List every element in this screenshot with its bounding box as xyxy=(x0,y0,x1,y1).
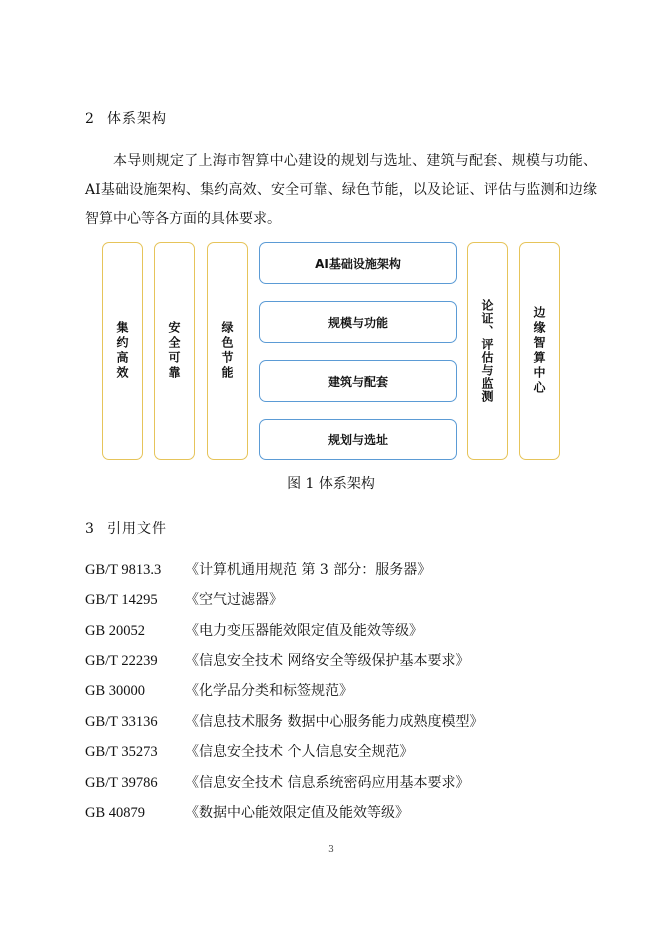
box-evaluation-monitoring xyxy=(467,242,508,460)
reference-code: GB/T 14295 xyxy=(85,592,158,608)
page-number: 3 xyxy=(328,845,334,855)
section-number: 3 xyxy=(85,521,95,537)
box-label: 绿色节能 xyxy=(220,321,234,381)
reference-title: 《数据中心能效限定值及能效等级》 xyxy=(185,805,409,821)
box-green-energy xyxy=(207,242,248,460)
reference-title: 《信息安全技术 个人信息安全规范》 xyxy=(185,744,414,760)
section-title: 体系架构 xyxy=(107,111,167,127)
box-label: AI基础设施架构 xyxy=(315,256,401,271)
reference-code: GB/T 35273 xyxy=(85,744,158,760)
section-2-heading xyxy=(85,108,167,128)
figure-caption: 图 1 体系架构 xyxy=(287,476,375,492)
box-planning-siting xyxy=(259,419,457,460)
reference-code: GB 30000 xyxy=(85,683,146,699)
reference-code: GB 40879 xyxy=(85,805,146,821)
reference-title: 《信息技术服务 数据中心服务能力成熟度模型》 xyxy=(185,714,484,730)
box-label: 规模与功能 xyxy=(327,315,388,330)
box-building-facilities xyxy=(259,360,457,402)
reference-title: 《计算机通用规范 第 3 部分：服务器》 xyxy=(185,562,432,578)
reference-title: 《化学品分类和标签规范》 xyxy=(185,683,353,699)
reference-title: 《空气过滤器》 xyxy=(185,592,283,608)
box-label: 论证、评估与监测 xyxy=(480,299,494,403)
section-3-heading xyxy=(85,518,167,538)
reference-code: GB/T 33136 xyxy=(85,714,158,730)
reference-title: 《电力变压器能效限定值及能效等级》 xyxy=(185,623,423,639)
box-scale-function xyxy=(259,301,457,343)
section-number: 2 xyxy=(85,111,95,127)
box-safe-reliable xyxy=(154,242,195,460)
reference-code: GB/T 22239 xyxy=(85,653,158,669)
reference-code: GB/T 9813.3 xyxy=(85,562,162,578)
box-label: 建筑与配套 xyxy=(327,374,388,389)
box-label: 规划与选址 xyxy=(327,433,388,447)
architecture-diagram xyxy=(102,242,560,460)
box-edge-computing-center xyxy=(519,242,560,460)
section-title: 引用文件 xyxy=(107,521,167,537)
box-label: 安全可靠 xyxy=(167,321,181,381)
box-label: 边缘智算中心 xyxy=(532,306,546,396)
box-label: 集约高效 xyxy=(115,321,129,381)
reference-code: GB 20052 xyxy=(85,623,146,639)
reference-title: 《信息安全技术 网络安全等级保护基本要求》 xyxy=(185,653,470,669)
reference-title: 《信息安全技术 信息系统密码应用基本要求》 xyxy=(185,775,470,791)
body-paragraph xyxy=(85,147,597,234)
box-ai-infrastructure xyxy=(259,242,457,284)
paragraph-text: 本导则规定了上海市智算中心建设的规划与选址、建筑与配套、规模与功能、AI基础设施架构、集约高效、安全可靠、绿色节能，以及论证、评估与监测和边缘智算中心等各方面的具体要求。 xyxy=(85,153,597,227)
reference-code: GB/T 39786 xyxy=(85,775,158,791)
box-intensive-efficient xyxy=(102,242,143,460)
